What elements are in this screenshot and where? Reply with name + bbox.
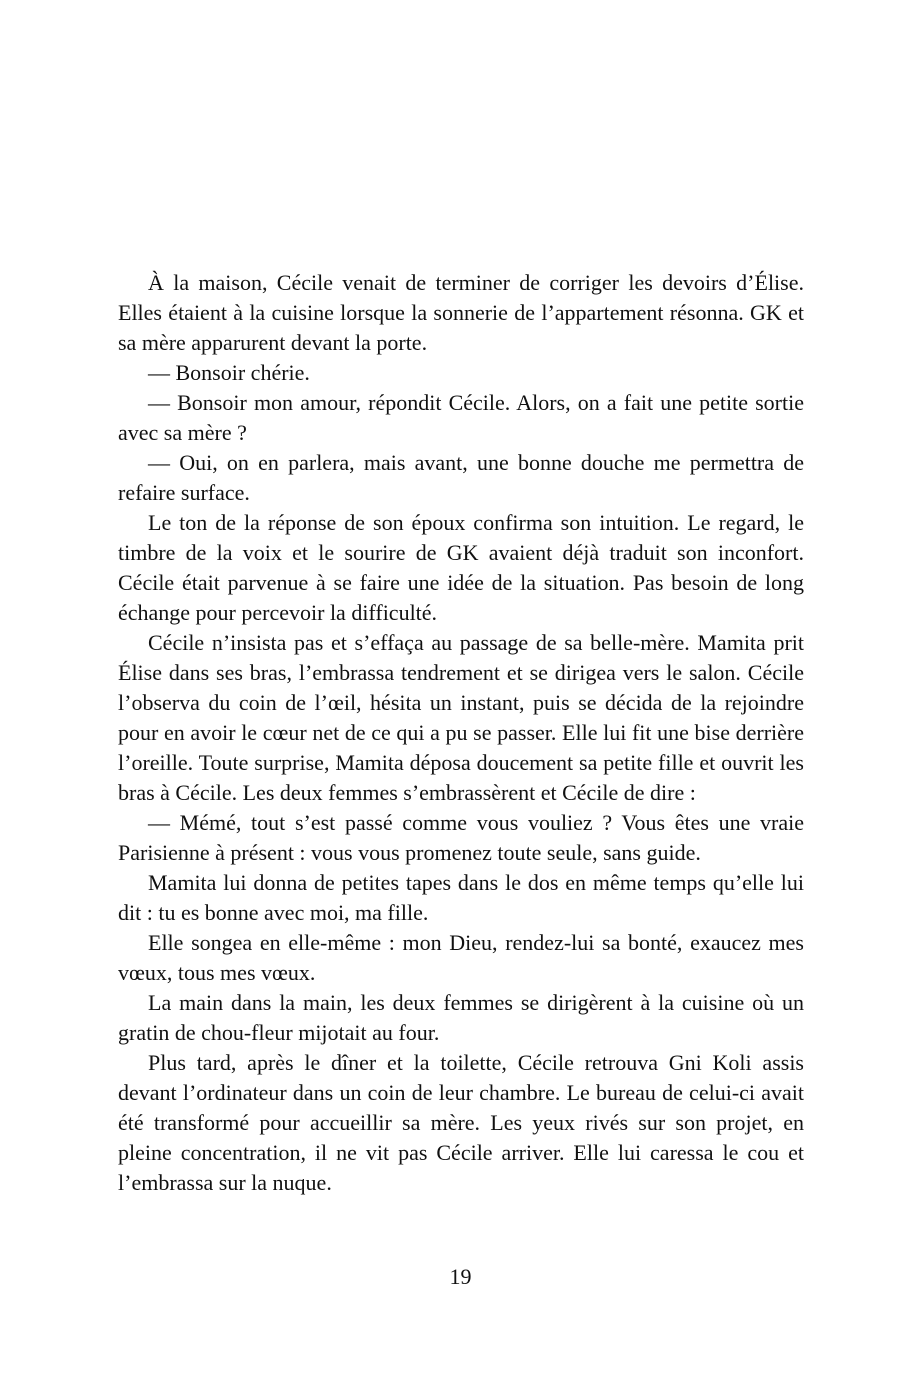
paragraph-10: La main dans la main, les deux femmes se dirigèrent à la cuisine où un gratin de chou-fleur mijotait au four. bbox=[118, 990, 804, 1045]
page-number: 19 bbox=[449, 1264, 472, 1289]
paragraph-3: — Bonsoir mon amour, répondit Cécile. Alors, on a fait une petite sortie avec sa mère ? bbox=[118, 390, 804, 445]
paragraph-2: — Bonsoir chérie. bbox=[148, 360, 310, 385]
body-text bbox=[118, 268, 804, 1198]
paragraph-5: Le ton de la réponse de son époux confirma son intuition. Le regard, le timbre de la voix et le sourire de GK avaient déjà traduit son inconfort. Cécile était parvenue à se faire une idée de la situation. Pas besoin de long échange pour percevoir la difficulté. bbox=[118, 510, 804, 625]
paragraph-1: À la maison, Cécile venait de terminer de corriger les devoirs d’Élise. Elles étaient à la cuisine lorsque la sonnerie de l’appartement résonna. GK et sa mère apparurent devant la porte. bbox=[118, 270, 804, 355]
paragraph-9: Elle songea en elle-même : mon Dieu, rendez-lui sa bonté, exaucez mes vœux, tous mes vœux. bbox=[118, 930, 804, 985]
paragraph-8: Mamita lui donna de petites tapes dans le dos en même temps qu’elle lui dit : tu es bonne avec moi, ma fille. bbox=[118, 870, 804, 925]
paragraph-11: Plus tard, après le dîner et la toilette, Cécile retrouva Gni Koli assis devant l’ordinateur dans un coin de leur chambre. Le bureau de celui-ci avait été transformé pour accueillir sa mère. Les yeux rivés sur son projet, en pleine concentration, il ne vit pas Cécile arriver. Elle lui caressa le cou et l’embrassa sur la nuque. bbox=[118, 1050, 804, 1195]
paragraph-4: — Oui, on en parlera, mais avant, une bonne douche me permettra de refaire surface. bbox=[118, 450, 804, 505]
paragraph-6: Cécile n’insista pas et s’effaça au passage de sa belle-mère. Mamita prit Élise dans ses bras, l’embrassa tendrement et se dirigea vers le salon. Cécile l’observa du coin de l’œil, hésita un instant, puis se décida de la rejoindre pour en avoir le cœur net de ce qui a pu se passer. Elle lui fit une bise derrière l’oreille. Toute surprise, Mamita déposa doucement sa petite fille et ouvrit les bras à Cécile. Les deux femmes s’embrassèrent et Cécile de dire : bbox=[118, 630, 804, 805]
paragraph-7: — Mémé, tout s’est passé comme vous vouliez ? Vous êtes une vraie Parisienne à présent : vous vous promenez toute seule, sans guide. bbox=[118, 810, 804, 865]
